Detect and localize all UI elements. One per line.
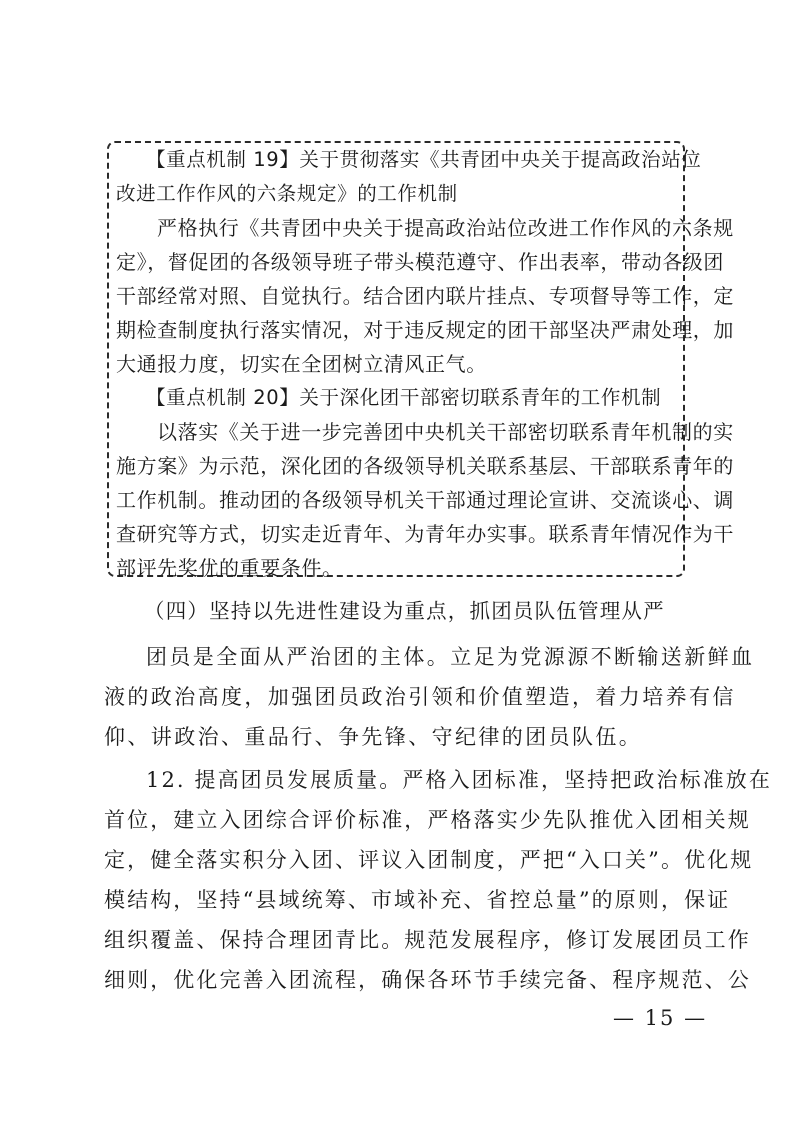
page-number: — 15 —: [613, 1006, 708, 1030]
section-4-intro-line-2: 液的政治高度，加强团员政治引领和价值塑造，着力培养有信: [104, 685, 736, 709]
section-4-heading: （四）坚持以先进性建设为重点，抓团员队伍管理从严: [144, 599, 665, 623]
mechanism-20-body-line-2: 施方案》为示范，深化团的各级领导机关联系基层、干部联系青年的: [116, 454, 734, 478]
mechanism-20-body-line-4: 查研究等方式，切实走近青年、为青年办实事。联系青年情况作为干: [116, 522, 734, 546]
mechanism-20-body-line-5: 部评先奖优的重要条件。: [116, 556, 343, 580]
mechanism-19-title-line-2: 改进工作作风的六条规定》的工作机制: [116, 182, 458, 205]
mechanism-20-body-line-3: 工作机制。推动团的各级领导机关干部通过理论宣讲、交流谈心、调: [116, 488, 734, 512]
item-12-line-4: 模结构，坚持“县域统筹、市域补充、省控总量”的原则，保证: [104, 888, 731, 912]
mechanism-19-body-line-1: 严格执行《共青团中央关于提高政治站位改进工作作风的六条规: [157, 216, 734, 240]
mechanism-19-body-line-3: 干部经常对照、自觉执行。结合团内联片挂点、专项督导等工作，定: [116, 284, 734, 308]
mechanism-19-title-line-1: 【重点机制 19】关于贯彻落实《共青团中央关于提高政治站位: [146, 148, 702, 171]
mechanism-20-body-line-1: 以落实《关于进一步完善团中央机关干部密切联系青年机制的实: [157, 420, 734, 444]
item-12-line-1: 12. 提高团员发展质量。严格入团标准，坚持把政治标准放在: [146, 768, 772, 792]
item-12-line-2: 首位，建立入团综合评价标准，严格落实少先队推优入团相关规: [104, 808, 751, 832]
item-12-line-6: 细则，优化完善入团流程，确保各环节手续完备、程序规范、公: [104, 968, 751, 992]
mechanism-19-body-line-4: 期检查制度执行落实情况，对于违反规定的团干部坚决严肃处理，加: [116, 318, 734, 342]
section-4-intro-line-3: 仰、讲政治、重品行、争先锋、守纪律的团员队伍。: [104, 725, 643, 749]
item-12-line-3: 定，健全落实积分入团、评议入团制度，严把“入口关”。优化规: [104, 848, 754, 872]
mechanism-19-body-line-2: 定》，督促团的各级领导班子带头模范遵守、作出表率，带动各级团: [116, 250, 724, 274]
section-4-intro-line-1: 团员是全面从严治团的主体。立足为党源源不断输送新鲜血: [146, 645, 755, 669]
item-12-line-5: 组织覆盖、保持合理团青比。规范发展程序，修订发展团员工作: [104, 928, 751, 952]
mechanism-20-title: 【重点机制 20】关于深化团干部密切联系青年的工作机制: [146, 386, 662, 409]
mechanism-19-body-line-5: 大通报力度，切实在全团树立清风正气。: [116, 352, 487, 376]
